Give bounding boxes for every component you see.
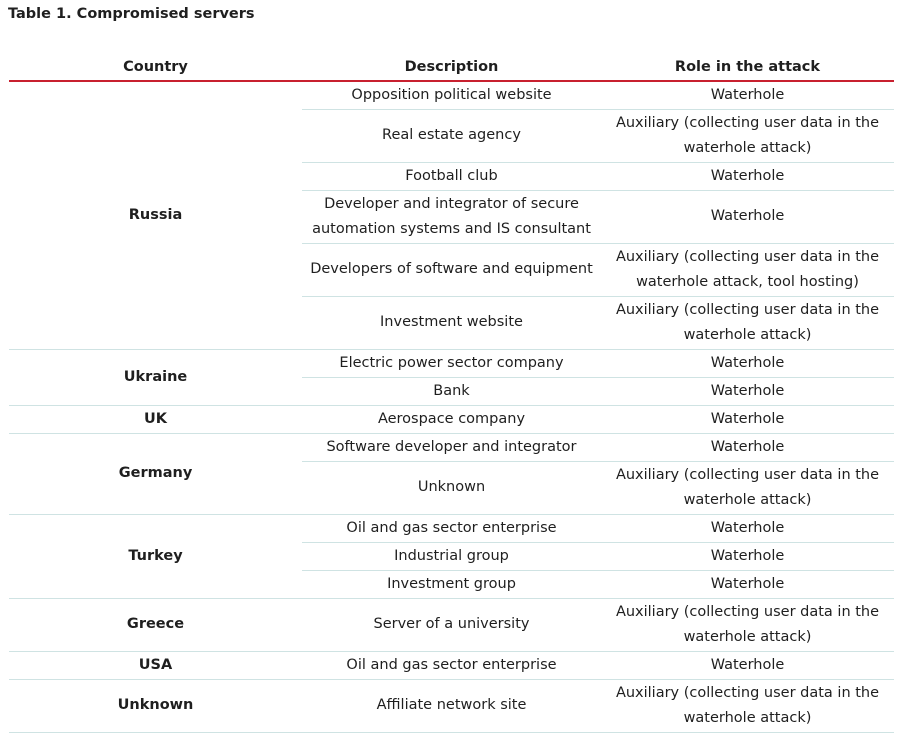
country-cell: Germany xyxy=(9,434,302,515)
role-cell: Waterhole xyxy=(601,571,894,599)
role-cell: Auxiliary (collecting user data in the waterhole attack) xyxy=(601,462,894,515)
country-cell: Turkey xyxy=(9,515,302,599)
compromised-servers-table xyxy=(9,54,894,733)
description-cell: Server of a university xyxy=(302,599,601,652)
role-cell: Auxiliary (collecting user data in the waterhole attack) xyxy=(601,599,894,652)
table-caption: Table 1. Compromised servers xyxy=(8,6,255,22)
description-cell: Opposition political website xyxy=(302,81,601,110)
table-row xyxy=(9,652,894,680)
description-cell: Developer and integrator of secure automation systems and IS consultant xyxy=(302,191,601,244)
header-country: Country xyxy=(9,54,302,81)
description-cell: Oil and gas sector enterprise xyxy=(302,515,601,543)
header-description: Description xyxy=(302,54,601,81)
header-row xyxy=(9,54,894,81)
role-cell: Auxiliary (collecting user data in the waterhole attack) xyxy=(601,297,894,350)
role-cell: Waterhole xyxy=(601,81,894,110)
country-cell: UK xyxy=(9,406,302,434)
table-row xyxy=(9,434,894,462)
description-cell: Electric power sector company xyxy=(302,350,601,378)
role-cell: Waterhole xyxy=(601,163,894,191)
description-cell: Unknown xyxy=(302,462,601,515)
description-cell: Industrial group xyxy=(302,543,601,571)
table-row xyxy=(9,680,894,733)
role-cell: Auxiliary (collecting user data in the waterhole attack, tool hosting) xyxy=(601,244,894,297)
description-cell: Real estate agency xyxy=(302,110,601,163)
role-cell: Auxiliary (collecting user data in the waterhole attack) xyxy=(601,110,894,163)
table-body xyxy=(9,81,894,733)
table-row xyxy=(9,599,894,652)
table-row xyxy=(9,406,894,434)
description-cell: Oil and gas sector enterprise xyxy=(302,652,601,680)
role-cell: Waterhole xyxy=(601,350,894,378)
role-cell: Waterhole xyxy=(601,406,894,434)
description-cell: Football club xyxy=(302,163,601,191)
header-role: Role in the attack xyxy=(601,54,894,81)
table-row xyxy=(9,81,894,110)
table-header xyxy=(9,54,894,81)
role-cell: Auxiliary (collecting user data in the waterhole attack) xyxy=(601,680,894,733)
description-cell: Investment group xyxy=(302,571,601,599)
role-cell: Waterhole xyxy=(601,515,894,543)
country-cell: Unknown xyxy=(9,680,302,733)
role-cell: Waterhole xyxy=(601,434,894,462)
country-cell: Ukraine xyxy=(9,350,302,406)
description-cell: Aerospace company xyxy=(302,406,601,434)
role-cell: Waterhole xyxy=(601,378,894,406)
country-cell: Greece xyxy=(9,599,302,652)
table-row xyxy=(9,515,894,543)
role-cell: Waterhole xyxy=(601,191,894,244)
description-cell: Investment website xyxy=(302,297,601,350)
description-cell: Developers of software and equipment xyxy=(302,244,601,297)
description-cell: Software developer and integrator xyxy=(302,434,601,462)
country-cell: USA xyxy=(9,652,302,680)
description-cell: Bank xyxy=(302,378,601,406)
role-cell: Waterhole xyxy=(601,652,894,680)
table-row xyxy=(9,350,894,378)
role-cell: Waterhole xyxy=(601,543,894,571)
country-cell: Russia xyxy=(9,81,302,350)
description-cell: Affiliate network site xyxy=(302,680,601,733)
